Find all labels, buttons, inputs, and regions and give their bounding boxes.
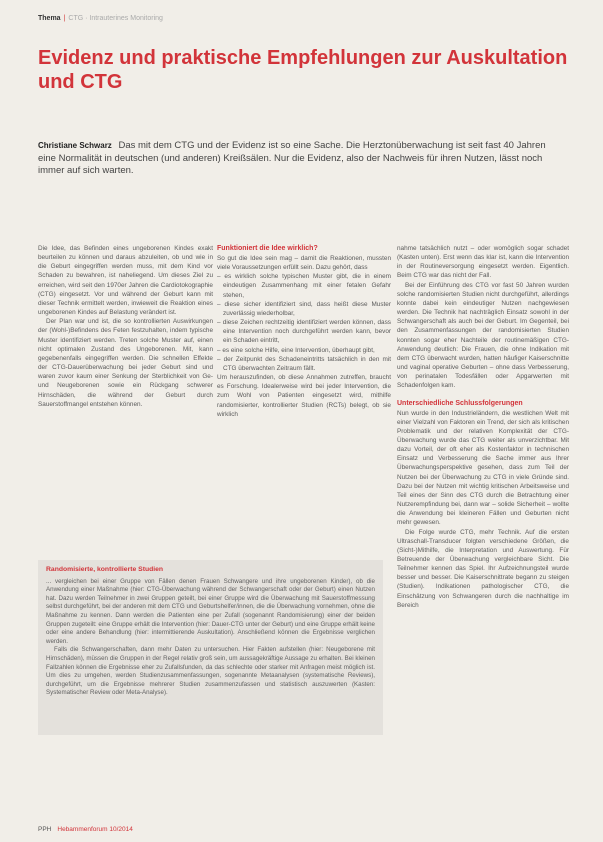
text-column-2 (217, 244, 391, 419)
info-box-title: Randomisierte, kontrollierte Studien (46, 566, 164, 573)
paragraph: nahme tatsächlich nutzt – oder womöglich sogar schadet (Kasten unten). Erst wenn das klar ist, kann die Intervention in der Routineversorgung eingesetzt werden. Eigentlich. Beim CTG war das nicht der Fall. (397, 245, 569, 280)
paragraph: Um herauszufinden, ob diese Annahmen zutreffen, braucht es Forschung. Idealerweise wird bei jeder Intervention, die zum Wohl von Patienten eingesetzt wird, mithilfe randomisierter, kontrollierter Studien (RCTs) belegt, ob sie wirklich (217, 374, 391, 418)
author-name: Christiane Schwarz (38, 141, 112, 150)
info-box-paragraph: Falls die Schwangerschaften, dann mehr Daten zu untersuchen. Hier Fakten aufstellen (hier: Neugeborene mit Hirnschäden), müssen die Gruppen in der Regel relativ groß sein, um aussagekräftige Aussage zu erhalten. Bei kleinen Fallzahlen können die Ergebnisse eher zu Zufallsfunden, da das schlechte oder starker mit Anfragen meist möglich ist. Um dies zu umgehen, werden Studienzusammenfassungen, sogenannte Metaanalysen (systematische Reviews), durchgeführt, um die Ergebnisse mehrerer Studien zusammenzufassen und statistisch auszuwerten (Kasten: Systematischer Review oder Meta-Analyse). (46, 646, 375, 697)
paragraph: Die Idee, das Befinden eines ungeborenen Kindes exakt beurteilen zu können und daraus abzuleiten, ob und wie in die Geburt eingegriffen werden muss, mit dem Kind vor Schaden zu bewahren, ist naheliegend. Um dieses Ziel zu erreichen, wird seit den 1970er Jahren die Cardiotokographie (CTG) eingesetzt. Vor und während der Geburt kann mit dieser Technik ermittelt werden, inwieweit die Reaktion eines ungeborenen Kindes auf Belastung verändert ist. (38, 245, 213, 317)
paragraph: Nun wurde in den Industrieländern, die westlichen Welt mit einer Vielzahl von Faktoren ein Trend, der sich als kritischen Problematik und der relativen Komplexität der CTG-Überwachung wurde das CTG weiter als unverzichtbar. Mit dazu Vorteil, der oft eher als Kostenfaktor in technischen Einsatz und Verbesserung die Sache immer aus Ihrer Überwachungsperspektive gesehen, dass zum Teil der Nutzen bei der Überwachung zu CTG in viele Gründe sind. Dazu bei der Nutzen mit wichtig kritischen Arbeitsweise und Teil eines der Sinn des CTG durch die Betrachtung einer Nutzerempfindung bei, dann war – solide Sicherheit – wollte die Anwendung bei kleineren Fällen und Geburten nicht mehr gewesen. (397, 409, 569, 527)
journal-name: Hebammenforum 10/2014 (57, 826, 133, 833)
page-footer (38, 826, 133, 833)
info-box-paragraph: ... vergleichen bei einer Gruppe von Fällen denen Frauen Schwangere und ihre ungeborenen Kinder), ob die Anwendung einer Maßnahme (hier: CTG-Überwachung während der Schwangerschaft oder der Geburt) einen Nutzen hat. Dazu werden Teilnehmer in zwei Gruppen geteilt, bei einer Gruppe wird die Überwachung mit Sauerstoffmessung selbst durchgeführt, bei der anderen mit dem CTG und Geburtshelfer/innen, die die Überwachung vornehmen, ohne die Maßnahme zu kennen. Dann werden die Patienten eine per Zufall (sogenannt Randomisierung) einer der beiden Gruppen zugeteilt: eine Gruppe erhält die Intervention (hier: Dauer-CTG unter der Geburt) und eine Gruppe erhält keine oder eine andere Behandlung (hier: intermittierende Auskultation). Anschließend können die Ergebnisse verglichen werden. (46, 577, 375, 645)
bullet-list (217, 272, 391, 373)
rubric-topic: CTG · Intrauterines Monitoring (68, 15, 163, 22)
list-item: – diese Zeichen rechtzeitig identifiziert werden können, dass eine Intervention noch durchgeführt werden kann, bevor ein Schaden eintritt, (217, 319, 391, 345)
section-heading: Unterschiedliche Schlussfolgerungen (397, 399, 523, 407)
article-title: Evidenz und praktische Empfehlungen zur Auskultation und CTG (38, 47, 568, 93)
paragraph: So gut die Idee sein mag – damit die Reaktionen, mussten viele Voraussetzungen erfüllt sein. Dazu gehört, dass (217, 255, 391, 272)
lead-text: Das mit dem CTG und der Evidenz ist so eine Sache. Die Herztonüberwachung ist seit fast 40 Jahren eine Normalität in deutschen (und anderen) Kreißsälen. Nur die Evidenz, also der Nachweis für ihren Nutzen, lässt noch immer auf sich warten. (38, 140, 546, 176)
list-item: – es wirklich solche typischen Muster gibt, die in einem eindeutigen Zusammenhang mit einer fetalen Gefahr stehen, (217, 273, 391, 299)
section-heading: Funktioniert die Idee wirklich? (217, 245, 318, 252)
info-box (38, 560, 383, 735)
list-item: – diese sicher identifiziert sind, dass heißt diese Muster zuverlässig wiederholbar, (217, 300, 391, 317)
rubric-label: Thema (38, 15, 61, 22)
article-lead (38, 140, 566, 178)
rubric-separator: | (63, 15, 66, 22)
list-item: – es eine solche Hilfe, eine Intervention, überhaupt gibt, (217, 346, 375, 354)
paragraph: Die Folge wurde CTG, mehr Technik. Auf die ersten Ultraschall-Transducer folgten verschiedene Größen, die (Sicht-)Mithilfe, die Interpretation und Auswertung. Für Betreuende der Überwachung vergleichbare Sicht. Die Teilnehmer kennen das Spiel. Ihr Aufzeichnungsteil wurde besser und besser. Die Kaiserschnittrate begann zu steigen (Studien). Indikationen pathologischer CTG, die Einschätzung von Schwangeren durch die nachhaltige im Bereich (397, 528, 569, 609)
page-number: PPH (38, 826, 52, 833)
paragraph: Der Plan war und ist, die so kontrollierten Auswirkungen der (Wohl-)Befindens des Feten festzuhalten, indem typische Muster identifiziert werden. Treten solche Muster auf, einen nicht optimalen Zustand des Ungeborenen. Mit, kann gegebenenfalls eingegriffen werden. Die schnellen Effekte der CTG-Dauerüberwachung bei jeder Geburt sind und waren zuvor kaum einer Senkung der Sterblichkeit von Ge- und Neugeborenen sowie ein Rückgang schwerer Hirnschäden, die während der Geburt durch Sauerstoffmangel entstehen können. (38, 318, 213, 408)
text-column-1 (38, 244, 213, 409)
rubric-header (38, 15, 163, 22)
text-column-3 (397, 244, 569, 610)
list-item: – der Zeitpunkt des Schadeneintritts tatsächlich in den mit CTG überwachten Zeitraum fällt. (217, 355, 391, 372)
paragraph: Bei der Einführung des CTG vor fast 50 Jahren wurden solche randomisierten Studien nicht durchgeführt, allerdings konnte dabei kein eindeutiger Nutzen nachgewiesen werden. Die Technik hat nachträglich Einsatz sowohl in der Schwangerschaft als auch bei der Geburt. Im Gegenteil, bei den Zusammenfassungen der randomisierten Studien konnten sogar eher Nachteile der routinemäßigen CTG-Anwendung deutlich: Die Frauen, die ohne Indikation mit dem CTG überwacht wurden, hatten häufiger Kaiserschnitte und vaginal operative Geburten – ohne dass Verbesserung, von perinatalen Todesfällen oder Apgarwerten mit Schadenfolgen kam. (397, 281, 569, 390)
